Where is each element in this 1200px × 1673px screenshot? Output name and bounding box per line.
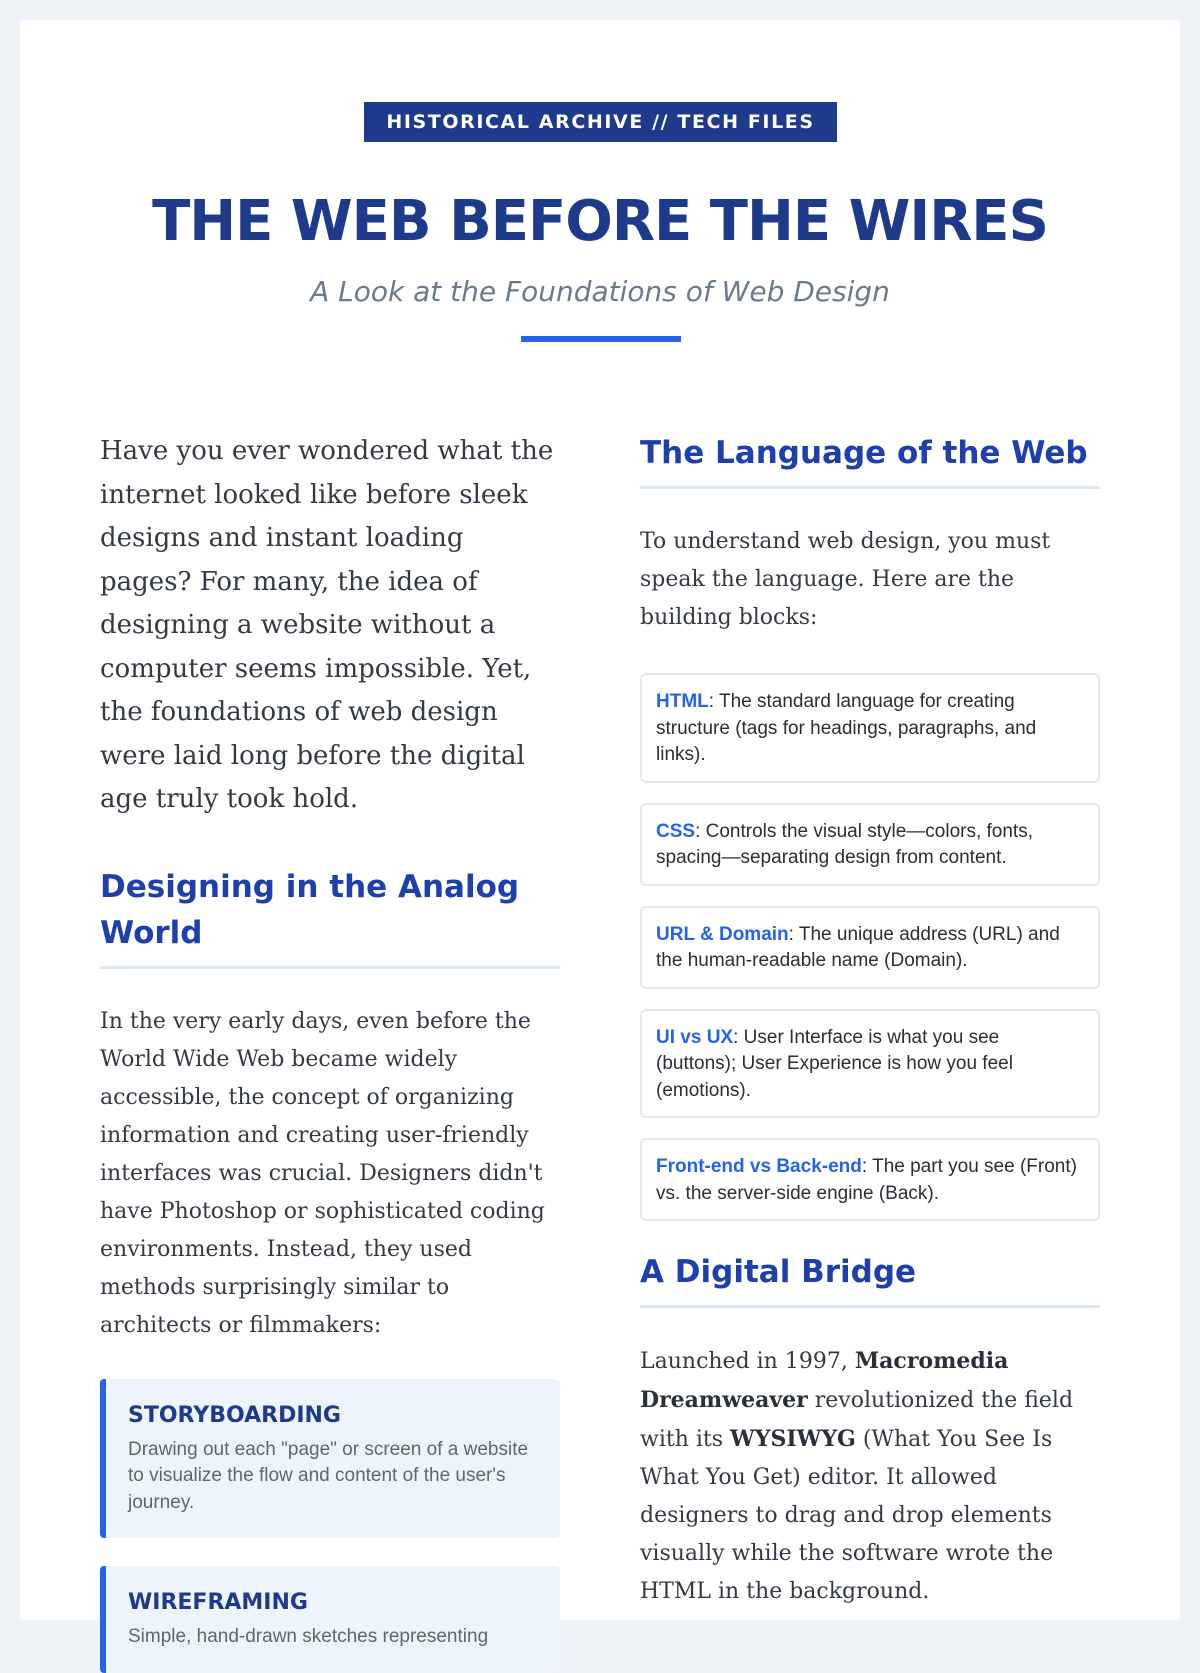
- callout-wireframing: [100, 1566, 560, 1673]
- term-description: : The unique address (URL) and the human-readable name (Domain).: [656, 923, 1060, 971]
- bridge-text: revolutionized the field with its: [640, 1388, 1074, 1452]
- bridge-emphasis: Macromedia Dreamweaver: [640, 1348, 1009, 1413]
- term-name: CSS: [656, 820, 696, 842]
- section-heading-bridge: A Digital Bridge: [640, 1249, 1100, 1308]
- callout-text: Simple, hand-drawn sketches representing: [128, 1626, 489, 1647]
- article-page: [20, 20, 1180, 1647]
- term-card: [640, 1138, 1100, 1221]
- callout-text: Drawing out each "page" or screen of a website to visualize the flow and content of the user's journey.: [128, 1438, 529, 1513]
- page-title: THE WEB BEFORE THE WIRES: [152, 189, 1048, 254]
- analog-paragraph: In the very early days, even before the World Wide Web became widely accessible, the concept of organizing information and creating user-friendly interfaces was crucial. Designers didn't have Photoshop or sophisticated coding environments. Instead, they used methods surprisingly similar to architects or filmmakers:: [100, 1008, 545, 1338]
- bridge-paragraph: [640, 1342, 1100, 1611]
- term-card: [640, 803, 1100, 886]
- term-card: [640, 673, 1100, 783]
- section-heading-language: The Language of the Web: [640, 430, 1100, 489]
- term-description: : The standard language for creating structure (tags for headings, paragraphs, and links).: [656, 691, 1037, 765]
- term-card: [640, 906, 1100, 989]
- term-name: URL & Domain: [656, 923, 789, 945]
- bridge-emphasis: WYSIWYG: [730, 1426, 856, 1452]
- page-subtitle: A Look at the Foundations of Web Design: [310, 275, 890, 308]
- term-description: : The part you see (Front) vs. the server-side engine (Back).: [656, 1156, 1077, 1204]
- term-name: Front-end vs Back-end: [656, 1156, 862, 1177]
- callout-title: WIREFRAMING: [128, 1590, 308, 1615]
- left-column: [100, 430, 560, 1673]
- term-name: HTML: [656, 691, 709, 712]
- section-heading-analog: Designing in the Analog World: [100, 864, 560, 969]
- term-description: : User Interface is what you see (buttons); User Experience is how you feel (emotions).: [656, 1026, 1013, 1101]
- term-description: : Controls the visual style—colors, fonts, spacing—separating design from content.: [656, 820, 1033, 868]
- archive-kicker-badge: HISTORICAL ARCHIVE // TECH FILES: [364, 102, 837, 142]
- callout-title: STORYBOARDING: [128, 1402, 341, 1428]
- title-divider: [521, 336, 681, 342]
- bridge-text: Launched in 1997,: [640, 1349, 855, 1374]
- right-column: [640, 430, 1100, 1611]
- terms-list: [640, 673, 1100, 1221]
- bridge-text: (What You See Is What You Get) editor. It allowed designers to drag and drop elements visually while the software wrote the HTML in the background.: [640, 1427, 1054, 1604]
- term-name: UI vs UX: [656, 1026, 734, 1048]
- intro-paragraph: Have you ever wondered what the internet looked like before sleek designs and instant loading pages? For many, the idea of designing a website without a computer seems impossible. Yet, the foundations of web design were laid long before the digital age truly took hold.: [100, 436, 554, 814]
- term-card: [640, 1009, 1100, 1119]
- language-intro: To understand web design, you must speak the language. Here are the building blocks:: [640, 529, 1051, 630]
- callout-storyboarding: [100, 1379, 560, 1539]
